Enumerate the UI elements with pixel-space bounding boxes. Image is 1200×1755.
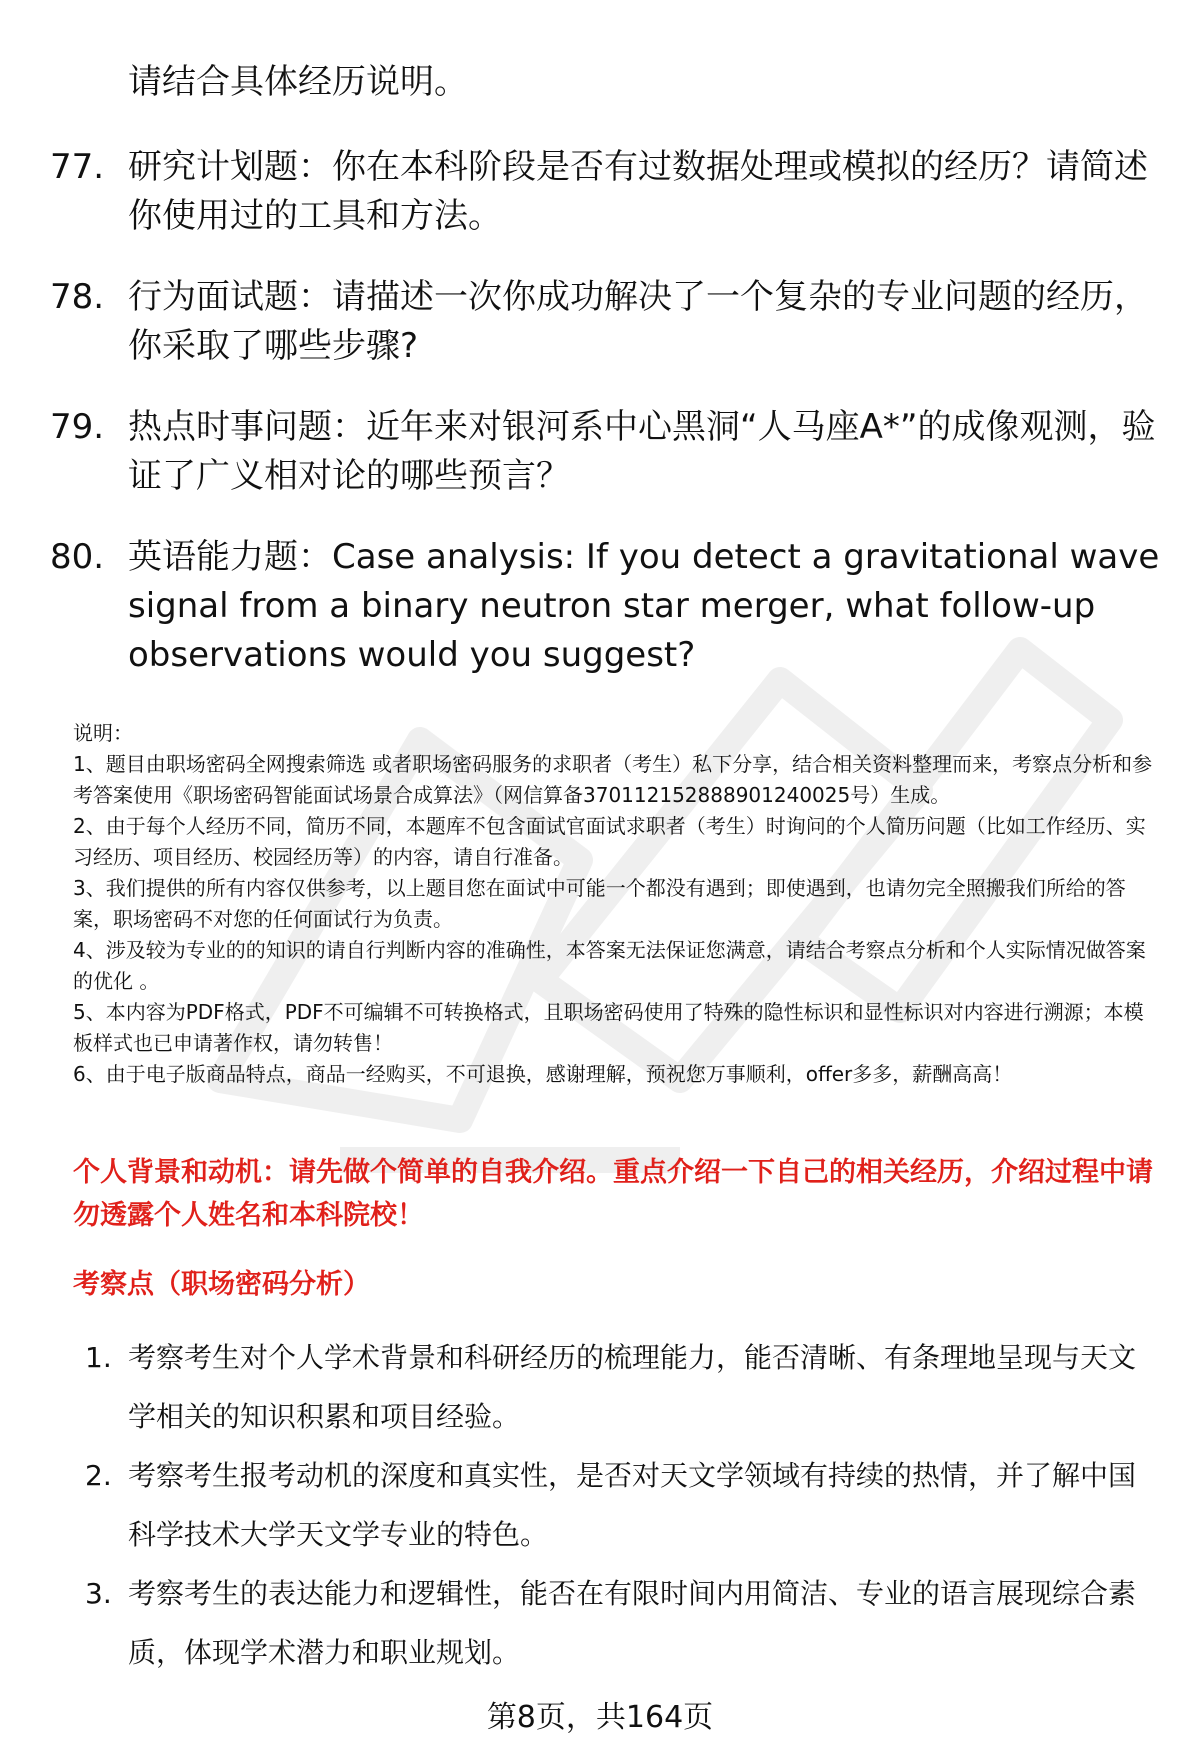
list-item: [73, 1446, 1163, 1564]
question-number: 78.: [50, 277, 105, 317]
question-continuation: 请结合具体经历说明。: [128, 62, 468, 102]
point-text: 考察考生的表达能力和逻辑性，能否在有限时间内用简洁、专业的语言展现综合素质，体现学术潜力和职业规划。: [128, 1577, 1137, 1669]
page-number-footer: 第8页，共164页: [486, 1700, 714, 1735]
point-text: 考察考生报考动机的深度和真实性，是否对天文学领域有持续的热情，并了解中国科学技术大学天文学专业的特色。: [128, 1459, 1137, 1551]
analysis-heading: 考察点（职场密码分析）: [73, 1269, 370, 1300]
note-line: 3、我们提供的所有内容仅供参考，以上题目您在面试中可能一个都没有遇到；即使遇到，也请勿完全照搬我们所给的答案，职场密码不对您的任何面试行为负责。: [73, 876, 1126, 931]
note-line: 1、题目由职场密码全网搜索筛选 或者职场密码服务的求职者（考生）私下分享，结合相关资料整理而来，考察点分析和参考答案使用《职场密码智能面试场景合成算法》（网信算备370112152888901240025号）生成。: [73, 752, 1153, 807]
question-79: [50, 403, 1160, 501]
note-line: 4、涉及较为专业的的知识的请自行判断内容的准确性，本答案无法保证您满意，请结合考察点分析和个人实际情况做答案的优化 。: [73, 938, 1146, 993]
list-item: [73, 1328, 1163, 1446]
notes-title: 说明：: [73, 721, 133, 745]
question-text: 英语能力题：Case analysis: If you detect a gravitational wave signal from a binary neutron star merger, what follow-up observations would you suggest?: [128, 537, 1160, 675]
question-number: 80.: [50, 537, 105, 577]
note-line: 6、由于电子版商品特点，商品一经购买，不可退换，感谢理解，预祝您万事顺利，offer多多，薪酬高高！: [73, 1062, 1013, 1086]
note-line: 2、由于每个人经历不同，简历不同，本题库不包含面试官面试求职者（考生）时询问的个人简历问题（比如工作经历、实习经历、项目经历、校园经历等）的内容，请自行准备。: [73, 814, 1146, 869]
question-text: 热点时事问题：近年来对银河系中心黑洞“人马座A*”的成像观测，验证了广义相对论的哪些预言？: [128, 407, 1156, 496]
analysis-points-list: [73, 1328, 1163, 1682]
point-number: 1.: [85, 1341, 112, 1374]
point-number: 2.: [85, 1459, 112, 1492]
question-78: [50, 273, 1160, 371]
question-text: 研究计划题：你在本科阶段是否有过数据处理或模拟的经历？请简述你使用过的工具和方法。: [128, 147, 1148, 236]
question-80: [50, 533, 1160, 680]
background-question-heading: 个人背景和动机：请先做个简单的自我介绍。重点介绍一下自己的相关经历，介绍过程中请勿透露个人姓名和本科院校！: [73, 1157, 1153, 1231]
question-number: 79.: [50, 407, 105, 447]
notes-section: [73, 718, 1163, 1090]
note-line: 5、本内容为PDF格式，PDF不可编辑不可转换格式，且职场密码使用了特殊的隐性标识和显性标识对内容进行溯源；本模板样式也已申请著作权，请勿转售！: [73, 1000, 1144, 1055]
list-item: [73, 1564, 1163, 1682]
point-number: 3.: [85, 1577, 112, 1610]
point-text: 考察考生对个人学术背景和科研经历的梳理能力，能否清晰、有条理地呈现与天文学相关的知识积累和项目经验。: [128, 1341, 1137, 1433]
question-number: 77.: [50, 147, 105, 187]
question-text: 行为面试题：请描述一次你成功解决了一个复杂的专业问题的经历，你采取了哪些步骤?: [128, 277, 1148, 366]
question-77: [50, 143, 1160, 241]
